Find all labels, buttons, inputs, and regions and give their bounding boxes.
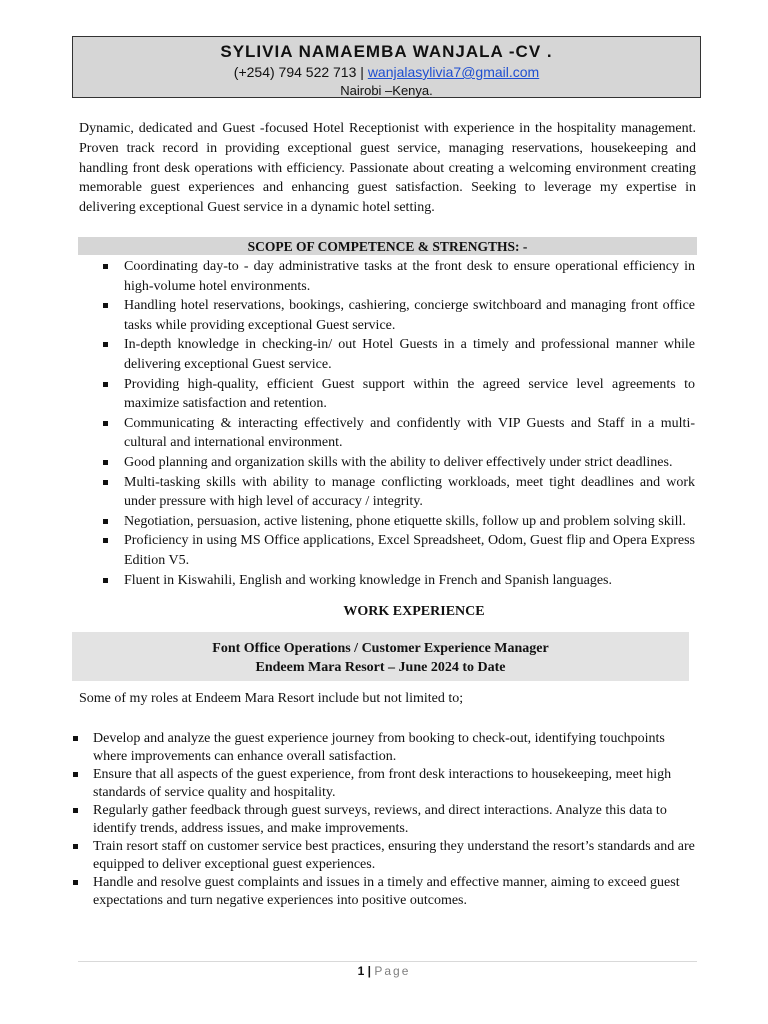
roles-list: [72, 730, 696, 910]
footer-divider: [78, 961, 697, 962]
roles-intro: Some of my roles at Endeem Mara Resort include but not limited to;: [79, 691, 464, 706]
role-item: Ensure that all aspects of the guest experience, from front desk interactions to housekeeping, meet high standards of service quality and hospitality.: [72, 766, 696, 802]
email-link[interactable]: wanjalasylivia7@gmail.com: [367, 64, 540, 80]
scope-item: Providing high-quality, efficient Guest support within the agreed service level agreements to maximize satisfaction and retention.: [98, 375, 695, 414]
page-label: Page: [374, 964, 411, 978]
scope-item: Coordinating day-to - day administrative tasks at the front desk to ensure operational efficiency in high-volume hotel environments.: [98, 257, 695, 296]
scope-item: Negotiation, persuasion, active listening, phone etiquette skills, follow up and problem solving skill.: [98, 512, 695, 532]
cv-header: [72, 36, 701, 98]
job-header: [72, 632, 689, 681]
page-footer: [0, 964, 768, 978]
scope-section-title: SCOPE OF COMPETENCE & STRENGTHS: -: [78, 237, 697, 255]
job-title: Font Office Operations / Customer Experience Manager: [212, 641, 549, 656]
role-item: Train resort staff on customer service best practices, ensuring they understand the resort’s standards and are equipped to deliver exceptional guest experiences.: [72, 838, 696, 874]
job-place-dates: Endeem Mara Resort – June 2024 to Date: [255, 660, 506, 675]
professional-summary: Dynamic, dedicated and Guest -focused Hotel Receptionist with experience in the hospitality management. Proven track record in providing exceptional guest service, managing reservations, housekeeping and handling front desk operations with efficiency. Passionate about creating a welcoming environment creating memorable guest experiences and enhancing guest satisfaction. Seeking to leverage my expertise in delivering exceptional Guest service in a dynamic hotel setting.: [79, 121, 696, 216]
footer-separator: |: [367, 964, 371, 978]
role-item: Develop and analyze the guest experience journey from booking to check-out, identifying touchpoints where improvements can enhance overall satisfaction.: [72, 730, 696, 766]
page-number: 1: [357, 964, 365, 978]
scope-item: In-depth knowledge in checking-in/ out Hotel Guests in a timely and professional manner while delivering exceptional Guest service.: [98, 335, 695, 374]
scope-item: Proficiency in using MS Office applications, Excel Spreadsheet, Odom, Guest flip and Opera Express Edition V5.: [98, 531, 695, 570]
contact-line: [73, 63, 700, 82]
scope-item: Fluent in Kiswahili, English and working knowledge in French and Spanish languages.: [98, 571, 695, 591]
scope-item: Handling hotel reservations, bookings, cashiering, concierge switchboard and managing front office tasks while providing exceptional Guest service.: [98, 296, 695, 335]
location: Nairobi –Kenya.: [340, 83, 433, 98]
scope-item: Good planning and organization skills with the ability to deliver effectively under strict deadlines.: [98, 453, 695, 473]
phone-number: (+254) 794 522 713 |: [233, 64, 364, 80]
work-experience-title: WORK EXPERIENCE: [343, 604, 485, 619]
scope-item: Multi-tasking skills with ability to manage conflicting workloads, meet tight deadlines and work under pressure with high level of accuracy / integrity.: [98, 473, 695, 512]
role-item: Handle and resolve guest complaints and issues in a timely and effective manner, aiming to exceed guest expectations and turn negative experiences into positive outcomes.: [72, 874, 696, 910]
scope-item: Communicating & interacting effectively and confidently with VIP Guests and Staff in a multi-cultural and international environment.: [98, 414, 695, 453]
candidate-name: SYLIVIA NAMAEMBA WANJALA -CV .: [220, 42, 553, 61]
role-item: Regularly gather feedback through guest surveys, reviews, and direct interactions. Analyze this data to identify trends, address issues, and make improvements.: [72, 802, 696, 838]
scope-list: [98, 257, 695, 590]
